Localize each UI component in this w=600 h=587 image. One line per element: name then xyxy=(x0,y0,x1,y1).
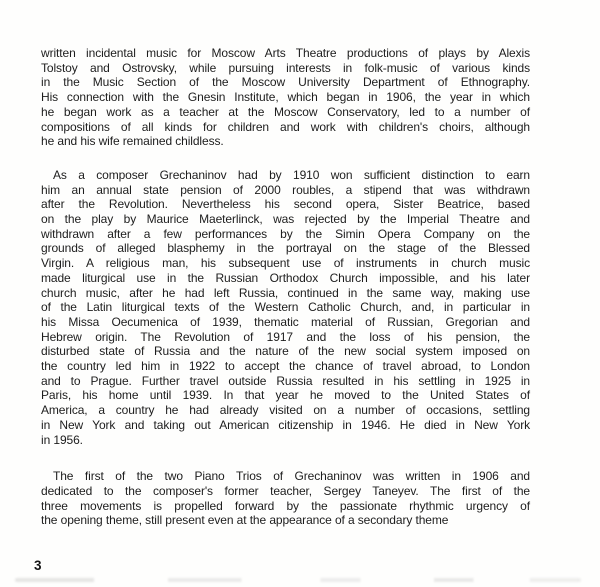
text-line: dedicated to the composer's former teacher, Sergey Taneyev. The first of the xyxy=(41,483,530,498)
text-line: withdrawn after a few performances by the Simin Opera Company on the xyxy=(41,226,530,241)
text-line: he and his wife remained childless. xyxy=(41,134,224,149)
text-line: three movements is propelled forward by the passionate rhythmic urgency of xyxy=(41,498,530,513)
text-line: The first of the two Piano Trios of Grechaninov was written in 1906 and xyxy=(53,469,530,484)
text-line: disturbed state of Russia and the nature of the new social system imposed on xyxy=(41,344,530,359)
text-line: the country led him in 1922 to accept the chance of travel abroad, to London xyxy=(41,359,530,374)
text-line: written incidental music for Moscow Arts Theatre productions of plays by Alexis xyxy=(41,46,530,60)
text-line: his Missa Oecumenica of 1939, thematic material of Russian, Gregorian and xyxy=(41,314,530,329)
text-line: of the Latin liturgical texts of the Western Catholic Church, and, in particular in xyxy=(41,300,530,315)
text-line: in 1956. xyxy=(41,432,83,447)
text-line: church music, after he had left Russia, continued in the same way, making use xyxy=(41,285,530,300)
text-line: in New York and taking out American citizenship in 1946. He died in New York xyxy=(41,417,530,432)
text-line: His connection with the Gnesin Institute, which began in 1906, the year in which xyxy=(41,90,530,105)
paragraph-3 xyxy=(41,469,530,528)
text-line: grounds of alleged blasphemy in the portrayal on the stage of the Blessed xyxy=(41,241,530,256)
text-line: made liturgical use in the Russian Orthodox Church impossible, and his later xyxy=(41,270,530,285)
body-text xyxy=(41,46,530,528)
text-line: on the play by Maurice Maeterlinck, was rejected by the Imperial Theatre and xyxy=(41,212,530,227)
text-line: he began work as a teacher at the Moscow Conservatory, led to a number of xyxy=(41,104,530,119)
text-line: compositions of all kinds for children and work with children's choirs, although xyxy=(41,119,530,134)
paragraph-2 xyxy=(41,168,530,447)
text-line: America, a country he had already visited on a number of occasions, settling xyxy=(41,403,530,418)
scan-artifact xyxy=(15,578,581,582)
text-line: after the Revolution. Nevertheless his second opera, Sister Beatrice, based xyxy=(41,197,530,212)
text-line: and to Prague. Further travel outside Russia resulted in his settling in 1925 in xyxy=(41,373,530,388)
text-line: As a composer Grechaninov had by 1910 won sufficient distinction to earn xyxy=(53,167,530,182)
text-line: the opening theme, still present even at the appearance of a secondary theme xyxy=(41,513,449,528)
text-line: Paris, his home until 1939. In that year he moved to the United States of xyxy=(41,388,530,403)
text-line: Tolstoy and Ostrovsky, while pursuing interests in folk-music of various kinds xyxy=(41,60,530,75)
text-line: him an annual state pension of 2000 roubles, a stipend that was withdrawn xyxy=(41,182,530,197)
page-number: 3 xyxy=(34,558,42,573)
text-line: Hebrew origin. The Revolution of 1917 and the loss of his pension, the xyxy=(41,329,530,344)
paragraph-1 xyxy=(41,46,530,149)
text-line: Virgin. A religious man, his subsequent use of instruments in church music xyxy=(41,256,530,271)
text-line: in the Music Section of the Moscow University Department of Ethnography. xyxy=(41,75,530,90)
